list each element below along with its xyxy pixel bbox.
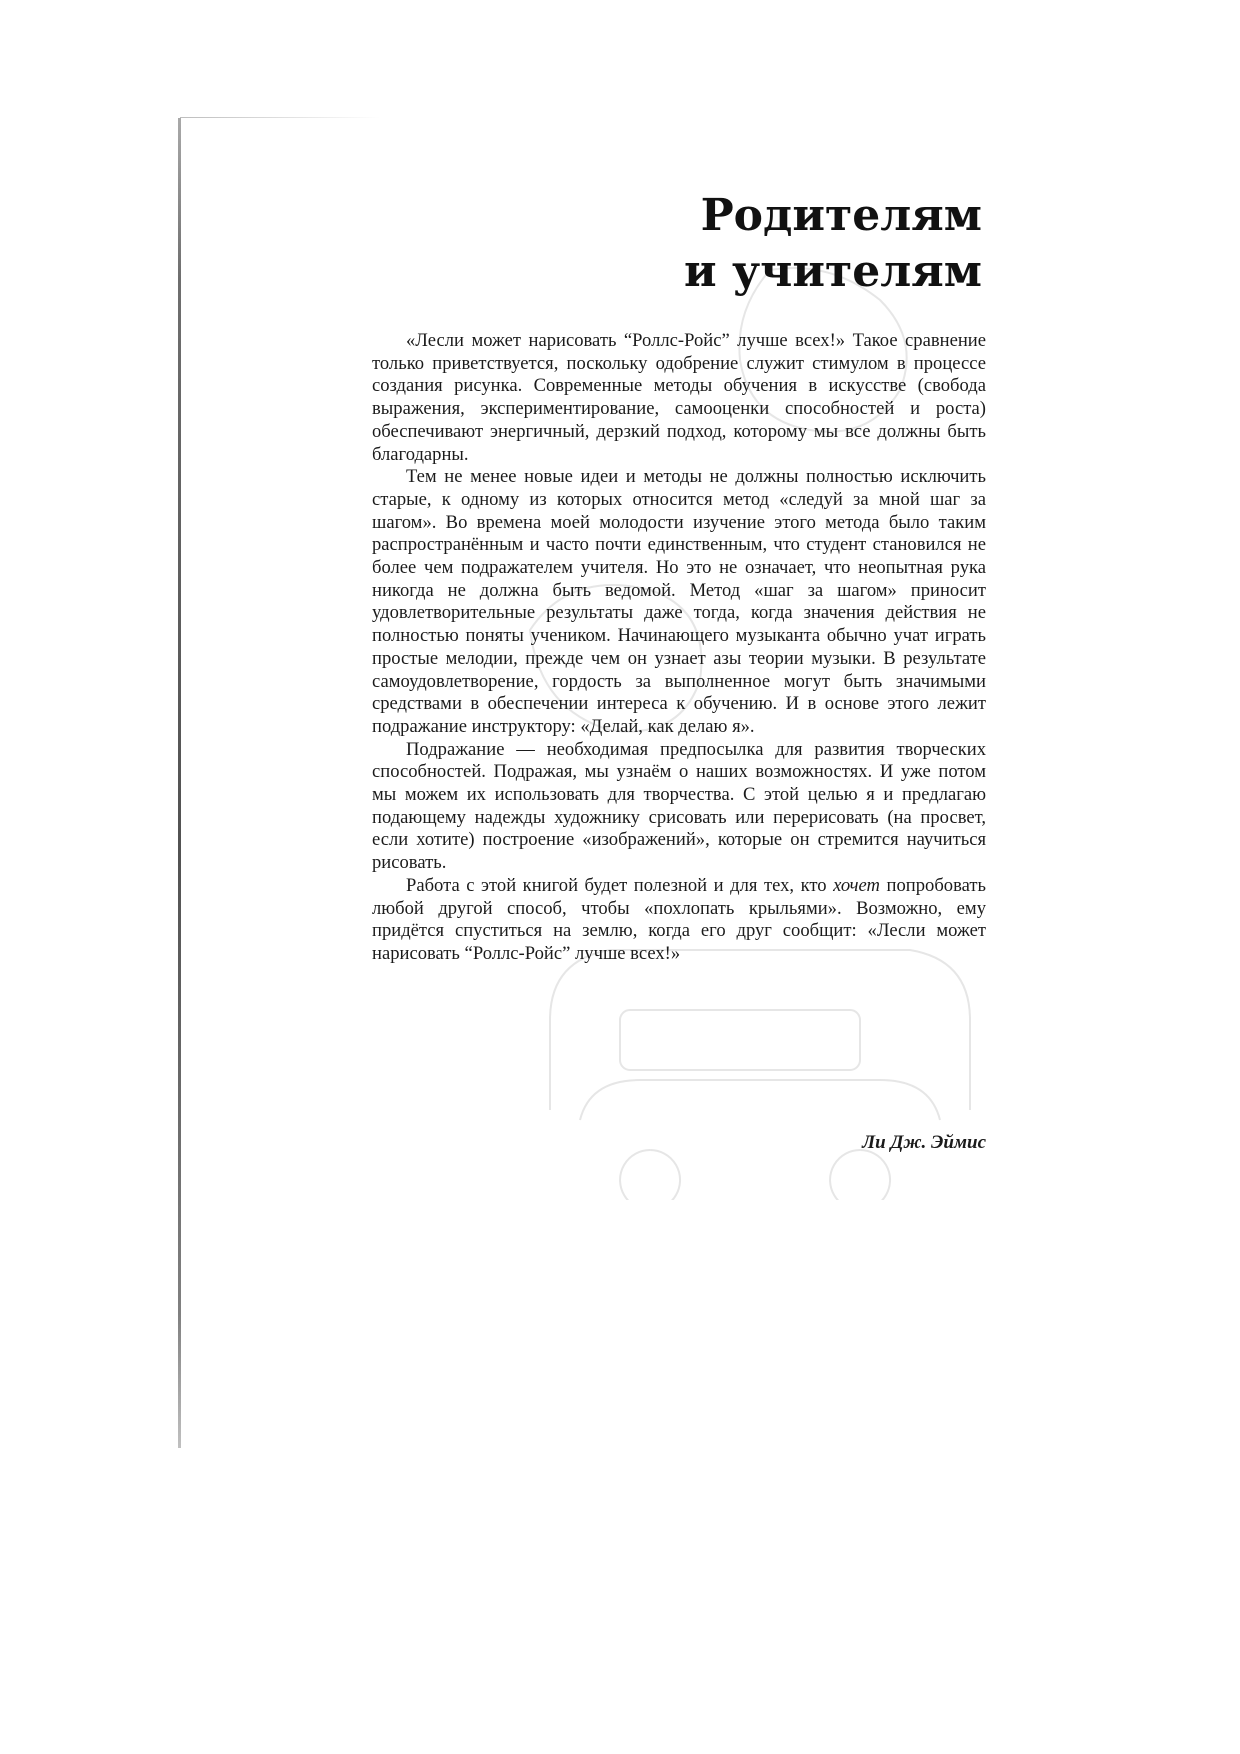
scan-top-edge <box>180 117 380 118</box>
author-signature: Ли Дж. Эймис <box>862 1132 986 1153</box>
scan-edge-shadow <box>178 118 181 1448</box>
body-text <box>372 330 986 966</box>
title-line-2: и учителям <box>684 246 982 297</box>
title-line-1: Родителям <box>700 190 982 241</box>
paragraph-2: Тем не менее новые идеи и методы не должны полностью исключить старые, к одному из которых относится метод «следуй за мной шаг за шагом». Во времена моей молодости изучение этого метода было таким распространённым и часто почти единственным, что студент становился не более чем подражателем учителя. Но это не означает, что неопытная рука никогда не должна быть ведомой. Метод «шаг за шагом» приносит удовлетворительные результаты даже тогда, когда значения действия не полностью поняты учеником. Начинающего музыканта обычно учат играть простые мелодии, прежде чем он узнает азы теории музыки. В результате самоудовлетворение, гордость за выполненное могут быть значимыми средствами в обеспечении интереса к обучению. И в основе этого лежит подражание инструктору: «Делай, как делаю я». <box>372 466 986 737</box>
page-title <box>382 188 982 300</box>
paragraph-3: Подражание — необходимая предпосылка для развития творческих способностей. Подражая, мы узнаём о наших возможностях. И уже потом мы можем их использовать для творчества. С этой целью я и предлагаю подающему надежды художнику срисовать или перерисовать (на просвет, если хотите) построение «изображений», которые он стремится научиться рисовать. <box>372 738 986 874</box>
paragraph-4-before: Работа с этой книгой будет полезной и для тех, кто <box>406 874 834 896</box>
paragraph-4-after: попробовать любой другой способ, чтобы «похлопать крыльями». Возможно, ему придётся спуститься на землю, когда его друг сообщит: «Лесли может нарисовать “Роллс-Ройс” лучше всех!» <box>372 874 986 964</box>
paragraph-1: «Лесли может нарисовать “Роллс-Ройс” лучше всех!» Такое сравнение только приветствуется, поскольку одобрение служит стимулом в процессе создания рисунка. Современные методы обучения в искусстве (свобода выражения, экспериментирование, самооценки способностей и роста) обеспечивают энергичный, дерзкий подход, которому мы все должны быть благодарны. <box>372 330 986 465</box>
paragraph-4-emphasis: хочет <box>833 874 880 896</box>
paragraph-4 <box>372 875 986 966</box>
